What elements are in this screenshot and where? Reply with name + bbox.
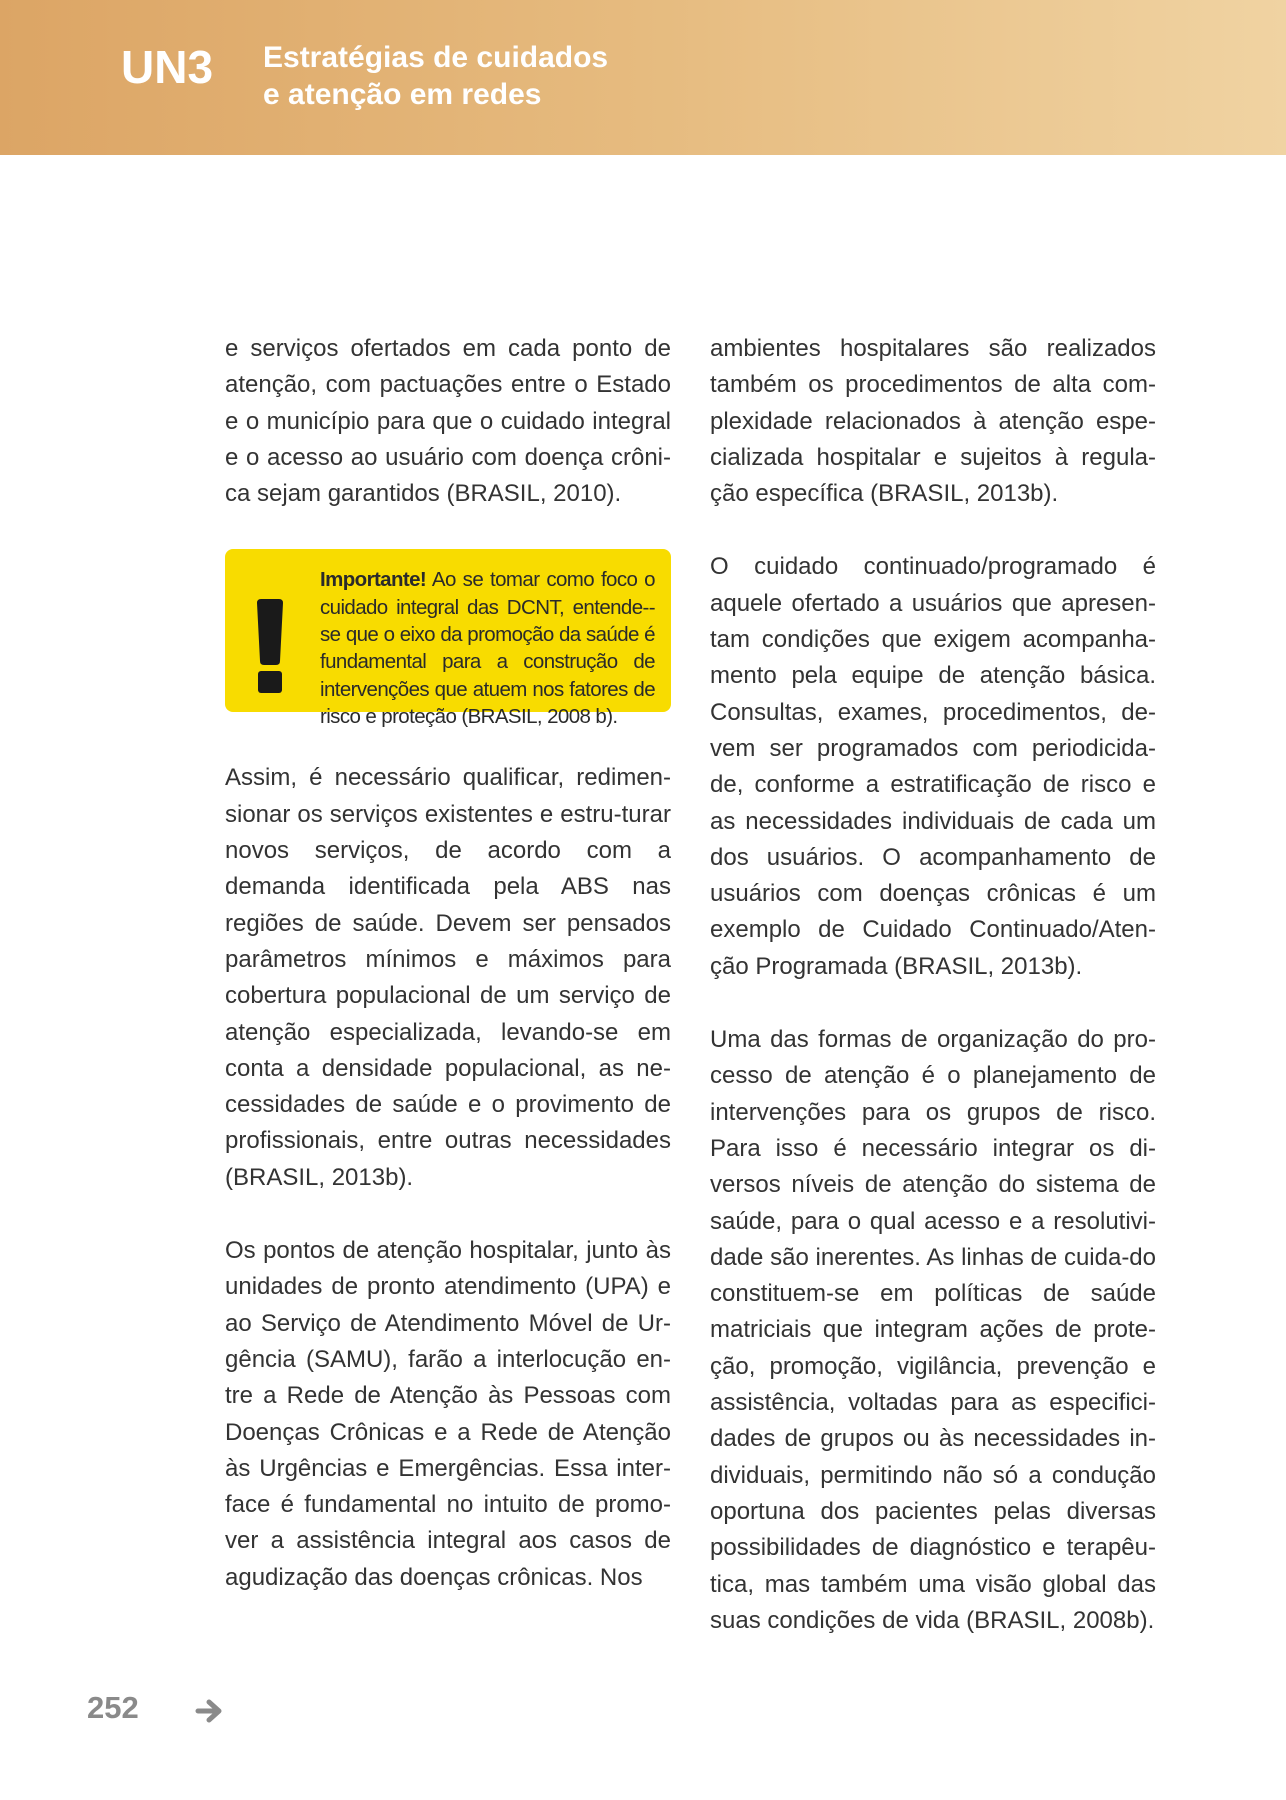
callout-text: [320, 566, 655, 730]
arrow-right-icon[interactable]: [195, 1696, 225, 1726]
important-callout: [225, 549, 671, 728]
unit-title-line-1: Estratégias de cuidados: [263, 41, 609, 74]
unit-title-line-2: e atenção em redes: [263, 78, 542, 111]
callout-lead: Importante!: [320, 568, 427, 592]
paragraph: Os pontos de atenção hospitalar, junto às unidades de pronto atendimento (UPA) e ao Serviço de Atendimento Móvel de Ur-gência (SAMU), farão a interlocução en-tre a Rede de Atenção às Pessoas com Doenças Crônicas e a Rede de Atenção às Urgências e Emergências. Essa inter-face é fundamental no intuito de promo-ver a assistência integral aos casos de agudização das doenças crônicas. Nos: [225, 1237, 671, 1591]
paragraph: ambientes hospitalares são realizados também os procedimentos de alta com-plexidade relacionados à atenção espe-cializada hospitalar e sujeitos à regula-ção específica (BRASIL, 2013b).: [710, 335, 1156, 508]
callout-body: Ao se tomar como foco o cuidado integral das DCNT, entende--se que o eixo da promoção da saúde é fundamental para a construção de intervenções que atuem nos fatores de risco e proteção (BRASIL, 2008 b).: [320, 568, 655, 728]
page-number: 252: [87, 1690, 139, 1725]
unit-code: UN3: [121, 41, 214, 93]
paragraph: Uma das formas de organização do pro-cesso de atenção é o planejamento de intervenções para os grupos de risco. Para isso é necessário integrar os di-versos níveis de atenção do sistema de saúde, para o qual acesso e a resolutivi-dade são inerentes. As linhas de cuida-do constituem-se em políticas de saúde matriciais que integram ações de prote-ção, promoção, vigilância, prevenção e assistência, voltadas para as especifici-dades de grupos ou às necessidades in-dividuais, permitindo não só a condução oportuna dos pacientes pelas diversas possibilidades de diagnóstico e terapêu-tica, mas também uma visão global das suas condições de vida (BRASIL, 2008b).: [710, 1026, 1156, 1634]
left-column: [225, 331, 671, 1633]
unit-header: [0, 0, 1286, 155]
exclamation-icon: [255, 599, 285, 694]
right-column: [710, 331, 1156, 1676]
paragraph: e serviços ofertados em cada ponto de atenção, com pactuações entre o Estado e o município para que o cuidado integral e o acesso ao usuário com doença crôni-ca sejam garantidos (BRASIL, 2010).: [225, 335, 671, 508]
paragraph: O cuidado continuado/programado é aquele ofertado a usuários que apresen-tam condições que exigem acompanha-mento pela equipe de atenção básica. Consultas, exames, procedimentos, de-vem ser programados com periodicida-de, conforme a estratificação de risco e as necessidades individuais de cada um dos usuários. O acompanhamento de usuários com doenças crônicas é um exemplo de Cuidado Continuado/Aten-ção Programada (BRASIL, 2013b).: [710, 553, 1156, 980]
paragraph: Assim, é necessário qualificar, redimen-sionar os serviços existentes e estru-turar novos serviços, de acordo com a demanda identificada pela ABS nas regiões de saúde. Devem ser pensados parâmetros mínimos e máximos para cobertura populacional de um serviço de atenção especializada, levando-se em conta a densidade populacional, as ne-cessidades de saúde e o provimento de profissionais, entre outras necessidades (BRASIL, 2013b).: [225, 764, 671, 1191]
unit-title: [263, 39, 608, 113]
